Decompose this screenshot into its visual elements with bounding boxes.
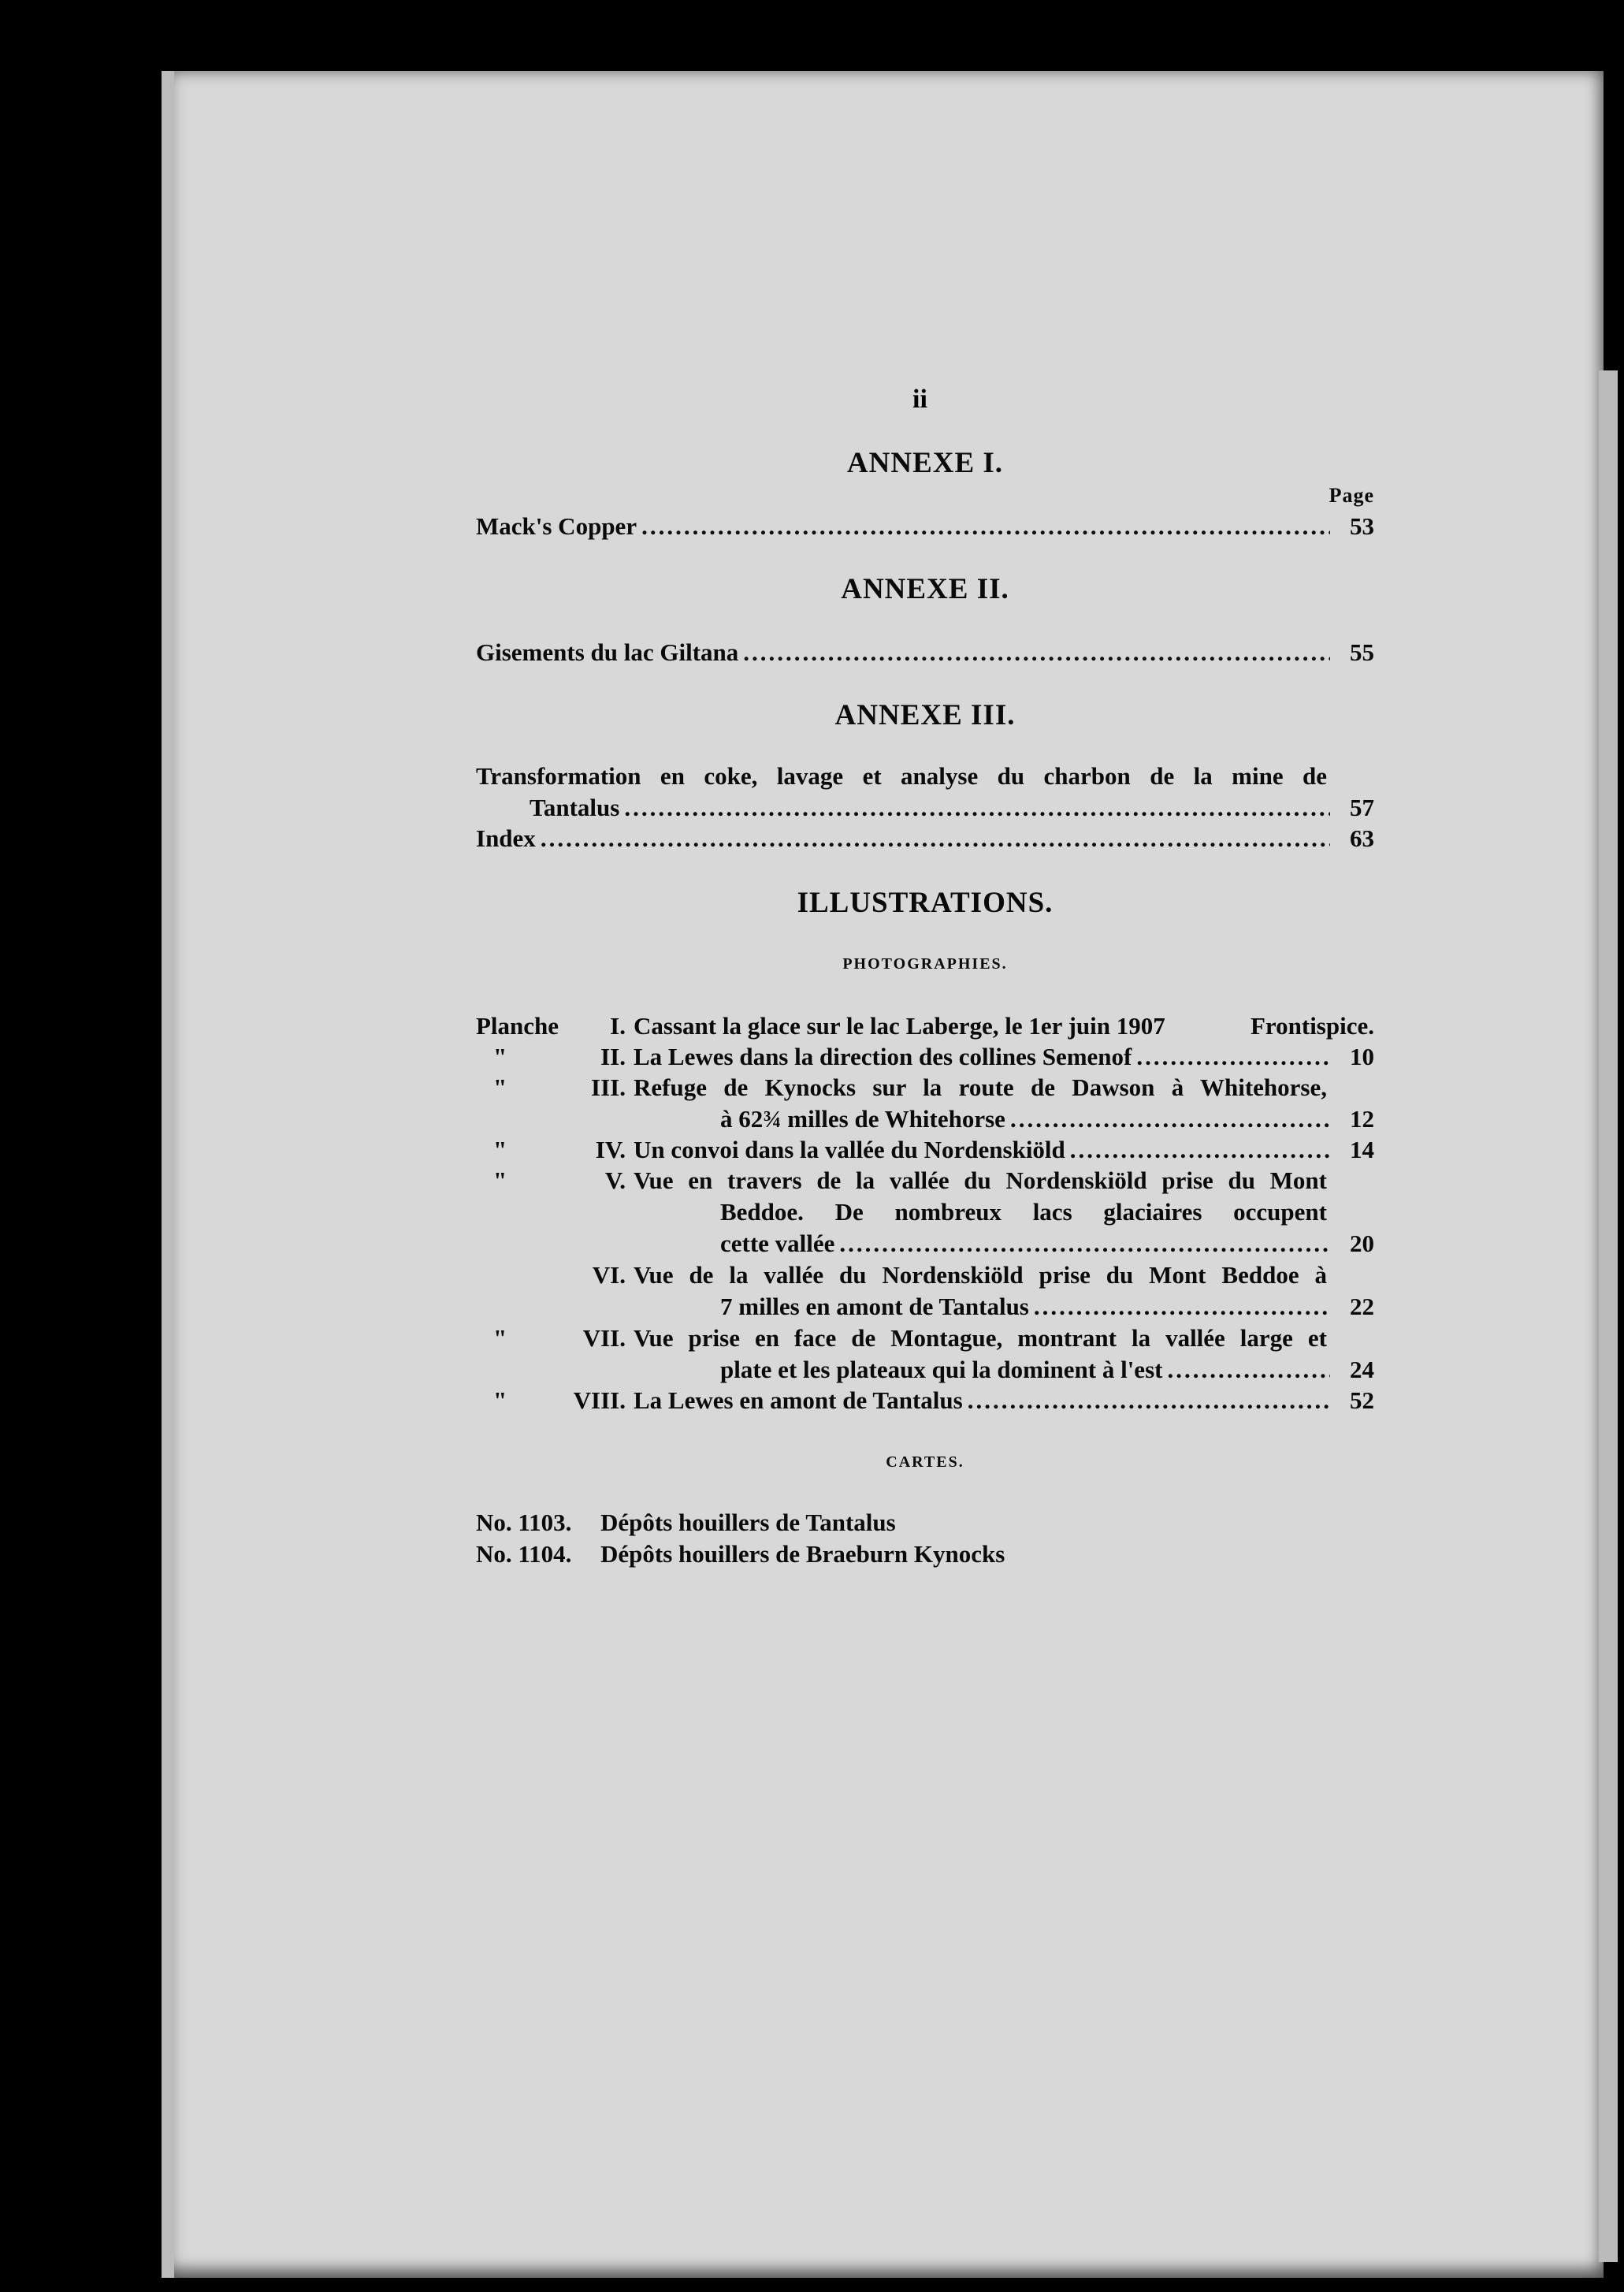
plate-number: IV. <box>595 1136 626 1163</box>
plate-number: III. <box>591 1073 626 1101</box>
dot-leader <box>1034 1293 1330 1321</box>
entry-page: 57 <box>1350 794 1374 821</box>
plate-caption: Refuge de Kynocks sur la route de Dawson à Whitehorse, <box>634 1073 1327 1101</box>
plate-caption: Cassant la glace sur le lac Laberge, le 1er juin 1907 <box>634 1012 1165 1040</box>
plate-caption: La Lewes dans la direction des collines Semenof <box>634 1043 1132 1070</box>
entry-title: Gisements du lac Giltana <box>476 638 739 666</box>
dot-leader <box>541 824 1330 853</box>
plate-label: " <box>493 1166 507 1194</box>
dot-leader <box>743 638 1330 667</box>
annexe-2-heading: ANNEXE II. <box>841 573 1009 605</box>
plate-page: Frontispice. <box>1251 1012 1374 1040</box>
plate-number: V. <box>604 1166 626 1194</box>
plate-label: Planche <box>476 1012 559 1040</box>
plate-page: 22 <box>1350 1293 1374 1320</box>
plate-number: II. <box>600 1043 626 1070</box>
annexe-1-heading: ANNEXE I. <box>846 447 1004 479</box>
plate-caption: Vue en travers de la vallée du Nordenskiöld prise du Mont <box>634 1166 1327 1194</box>
plate-caption: plate et les plateaux qui la dominent à l'est <box>720 1356 1163 1383</box>
entry-page: 63 <box>1350 824 1374 852</box>
plate-entry <box>720 1356 1374 1384</box>
map-number: No. 1104. <box>476 1540 572 1568</box>
toc-entry <box>476 512 1374 541</box>
illustrations-heading: ILLUSTRATIONS. <box>797 887 1054 919</box>
page-column-label: Page <box>1329 484 1374 507</box>
dot-leader <box>1070 1136 1330 1164</box>
plate-entry <box>634 1043 1374 1071</box>
map-title: Dépôts houillers de Tantalus <box>600 1509 896 1536</box>
plate-number: VII. <box>582 1324 626 1352</box>
entry-title: Index <box>476 824 536 852</box>
entry-title-line: Transformation en coke, lavage et analyse du charbon de la mine de <box>476 762 1327 790</box>
table-of-contents <box>476 0 1374 2292</box>
maps-heading: CARTES. <box>886 1453 964 1471</box>
plate-number: VI. <box>592 1261 626 1289</box>
toc-entry <box>476 638 1374 667</box>
plate-entry <box>720 1230 1374 1258</box>
plate-number: VIII. <box>573 1386 626 1414</box>
plate-entry <box>720 1293 1374 1321</box>
plate-caption: Un convoi dans la vallée du Nordenskiöld <box>634 1136 1065 1163</box>
plate-page: 12 <box>1350 1105 1374 1133</box>
plate-entry <box>634 1386 1374 1415</box>
plate-entry <box>634 1136 1374 1164</box>
dot-leader <box>1167 1356 1330 1384</box>
plate-page: 20 <box>1350 1230 1374 1257</box>
plate-caption: Vue prise en face de Montague, montrant la vallée large et <box>634 1324 1327 1352</box>
plate-label: " <box>493 1073 507 1101</box>
plate-page: 14 <box>1350 1136 1374 1163</box>
dot-leader <box>624 794 1330 822</box>
dot-leader <box>839 1230 1330 1258</box>
plate-caption: La Lewes en amont de Tantalus <box>634 1386 963 1414</box>
entry-page: 55 <box>1350 638 1374 666</box>
plate-caption: 7 milles en amont de Tantalus <box>720 1293 1029 1320</box>
page-right-edge <box>1599 370 1618 2262</box>
plate-caption: Beddoe. De nombreux lacs glaciaires occupent <box>720 1198 1327 1226</box>
plate-label: " <box>493 1386 507 1414</box>
plate-label: " <box>493 1136 507 1163</box>
entry-title: Tantalus <box>530 794 620 821</box>
entry-page: 53 <box>1350 512 1374 540</box>
plate-page: 24 <box>1350 1356 1374 1383</box>
plate-entry <box>720 1105 1374 1133</box>
plate-number: I. <box>610 1012 626 1040</box>
map-title: Dépôts houillers de Braeburn Kynocks <box>600 1540 1005 1568</box>
toc-entry <box>476 824 1374 853</box>
plate-page: 10 <box>1350 1043 1374 1070</box>
dot-leader <box>968 1386 1330 1415</box>
plate-caption: cette vallée <box>720 1230 835 1257</box>
page-number: ii <box>912 385 927 414</box>
dot-leader <box>641 512 1330 541</box>
plate-caption: Vue de la vallée du Nordenskiöld prise du Mont Beddoe à <box>634 1261 1327 1289</box>
plate-label: " <box>493 1324 507 1352</box>
dot-leader <box>1136 1043 1330 1071</box>
toc-entry <box>530 794 1374 822</box>
plate-page: 52 <box>1350 1386 1374 1414</box>
map-number: No. 1103. <box>476 1509 572 1536</box>
photographs-heading: PHOTOGRAPHIES. <box>842 955 1008 973</box>
dot-leader <box>1010 1105 1330 1133</box>
page-left-edge <box>162 71 174 2278</box>
annexe-3-heading: ANNEXE III. <box>834 699 1016 731</box>
entry-title: Mack's Copper <box>476 512 637 540</box>
plate-caption: à 62¾ milles de Whitehorse <box>720 1105 1005 1133</box>
plate-label: " <box>493 1043 507 1070</box>
